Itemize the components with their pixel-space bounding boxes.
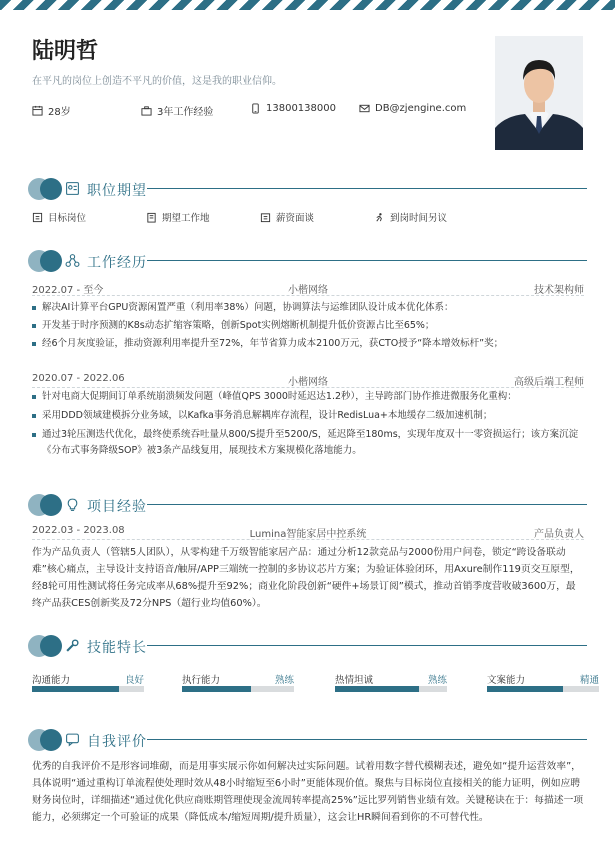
skill-level: 精通 <box>579 675 599 686</box>
skill-name: 文案能力 <box>487 675 526 686</box>
intent-location-text: 期望工作地 <box>162 213 210 224</box>
building-icon <box>146 212 157 223</box>
skill-bar <box>487 686 599 692</box>
section-work-header <box>27 249 587 273</box>
run-icon <box>374 212 385 223</box>
work-bullet: 针对电商大促期间订单系统崩溃频发问题（峰值QPS 3000时延迟达1.2秒），主导跨部门协作推进微服务化重构： <box>32 389 584 405</box>
email-text: DB@zjengine.com <box>375 103 467 114</box>
divider <box>147 260 587 261</box>
mail-icon <box>359 103 370 114</box>
skill-bar <box>182 686 294 692</box>
work-bullet: 通过3轮压测迭代优化，最终使系统吞吐量从800/S提升至5200/S，延迟降至180ms，实现年度双十一零资损运行；该方案沉淀《分布式事务降级SOP》被3条产品线复用，展现技术方案规模化落地能力。 <box>32 427 584 459</box>
section-title: 自我评价 <box>87 734 147 750</box>
work-item-1-header <box>32 281 584 296</box>
section-circles <box>27 177 67 201</box>
dotted-divider <box>32 387 584 388</box>
skill-name: 沟通能力 <box>32 675 71 686</box>
experience-text: 3年工作经验 <box>157 107 214 118</box>
age-text: 28岁 <box>48 107 71 118</box>
wrench-icon <box>65 638 80 653</box>
briefcase-icon <box>141 105 152 116</box>
work-company: 小楷网络 <box>288 285 328 296</box>
skill-bar-fill <box>335 686 419 692</box>
dotted-divider <box>32 295 584 296</box>
skill-bar-fill <box>32 686 119 692</box>
section-circles <box>27 249 67 273</box>
section-circles <box>27 728 67 752</box>
avatar <box>495 36 583 150</box>
project-description: 作为产品负责人（管辖5人团队），从零构建千万级智能家居产品：通过分析12款竞品与2000份用户问卷，锁定“跨设备联动难”核心痛点，主导设计支持语音/触屏/APP三端统一控制的多协议芯片方案；为验证体验闭环，用Axure制作119页交互原型，经8轮可用性测试将任务完成率从68%提升至92%；商业化阶段创新“硬件+场景订阅”模式，推动首销季度营收破3600万，最终产品获CES创新奖及72分NPS（超行业均值60%）。 <box>32 547 580 609</box>
section-title: 技能特长 <box>87 640 147 656</box>
info-phone <box>250 103 336 114</box>
calendar-icon <box>32 105 43 116</box>
work-company: 小楷网络 <box>288 377 328 388</box>
skill-bar <box>335 686 447 692</box>
dotted-divider <box>32 539 584 540</box>
work-bullet: 解决AI计算平台GPU资源闲置严重（利用率38%）问题，协调算法与运维团队设计成本优化体系： <box>32 300 584 316</box>
section-circles <box>27 634 67 658</box>
lightbulb-icon <box>65 497 80 512</box>
work-role: 技术架构师 <box>534 285 584 296</box>
skill-name: 热情坦诚 <box>335 675 374 686</box>
work-bullet: 采用DDD领域建模拆分业务域，以Kafka事务消息解耦库存流程，设计RedisLua+本地缓存二级加速机制； <box>32 408 584 424</box>
info-email <box>359 103 466 114</box>
intent-position-text: 目标岗位 <box>48 213 87 224</box>
intent-arrival <box>374 210 447 224</box>
work-role: 高级后端工程师 <box>514 377 584 388</box>
phone-text: 13800138000 <box>266 103 336 114</box>
section-self-header <box>27 728 587 752</box>
project-header <box>32 525 584 540</box>
info-age <box>32 103 71 118</box>
phone-icon <box>250 103 261 114</box>
motto: 在平凡的岗位上创造不平凡的价值，这是我的职业信仰。 <box>32 76 282 87</box>
intent-position <box>32 210 86 224</box>
divider <box>147 188 587 189</box>
candidate-name: 陆明哲 <box>32 39 99 64</box>
section-skills-header <box>27 634 587 658</box>
section-intent-header <box>27 177 587 201</box>
divider <box>147 645 587 646</box>
divider <box>147 739 587 740</box>
skill-bar-fill <box>487 686 563 692</box>
divider <box>147 504 587 505</box>
work-period: 2022.07 - 至今 <box>32 285 104 296</box>
work-item-2-header <box>32 373 584 388</box>
skill-level: 良好 <box>124 675 144 686</box>
project-role: 产品负责人 <box>534 529 584 540</box>
skill-bar <box>32 686 144 692</box>
skill-bar-fill <box>182 686 251 692</box>
wallet-icon <box>260 212 271 223</box>
project-period: 2022.03 - 2023.08 <box>32 525 125 536</box>
section-title: 项目经验 <box>87 499 147 515</box>
section-title: 工作经历 <box>87 255 147 271</box>
intent-salary <box>260 210 314 224</box>
id-card-icon <box>65 181 80 196</box>
section-project-header <box>27 493 587 517</box>
self-evaluation-text: 优秀的自我评价不是形容词堆砌，而是用事实展示你如何解决过实际问题。试着用数字替代模糊表述，避免如“提升运营效率”，具体说明“通过重构订单流程使处理时效从48小时缩短至6小时”更能体现价值。聚焦与目标岗位直接相关的能力证明，例如应聘财务岗位时，详细描述“通过优化供应商账期管理使现金流周转率提高25%”远比罗列销售业绩有效。关键秘诀在于：每描述一项能力，必须绑定一个可验证的成果（降低成本/缩短周期/提升质量），这会让HR瞬间看到你的不可替代性。 <box>32 761 584 823</box>
top-stripe <box>0 0 615 10</box>
work-bullet: 经6个月灰度验证，推动资源利用率提升至72%，年节省算力成本2100万元，获CTO授予“降本增效标杆”奖； <box>32 336 584 352</box>
work-bullet: 开发基于时序预测的K8s动态扩缩容策略，创新Spot实例熔断机制提升低价资源占比至65%； <box>32 318 584 334</box>
work-period: 2020.07 - 2022.06 <box>32 373 125 384</box>
target-icon <box>32 212 43 223</box>
intent-salary-text: 薪资面谈 <box>276 213 315 224</box>
skill-level: 熟练 <box>274 675 294 686</box>
intent-location <box>146 210 210 224</box>
network-icon <box>65 253 80 268</box>
section-circles <box>27 493 67 517</box>
skill-name: 执行能力 <box>182 675 221 686</box>
section-title: 职位期望 <box>87 183 147 199</box>
project-name: Lumina智能家居中控系统 <box>249 529 367 540</box>
intent-arrival-text: 到岗时间另议 <box>390 213 448 224</box>
skill-level: 熟练 <box>427 675 447 686</box>
chat-icon <box>65 732 80 747</box>
info-experience <box>141 103 213 118</box>
